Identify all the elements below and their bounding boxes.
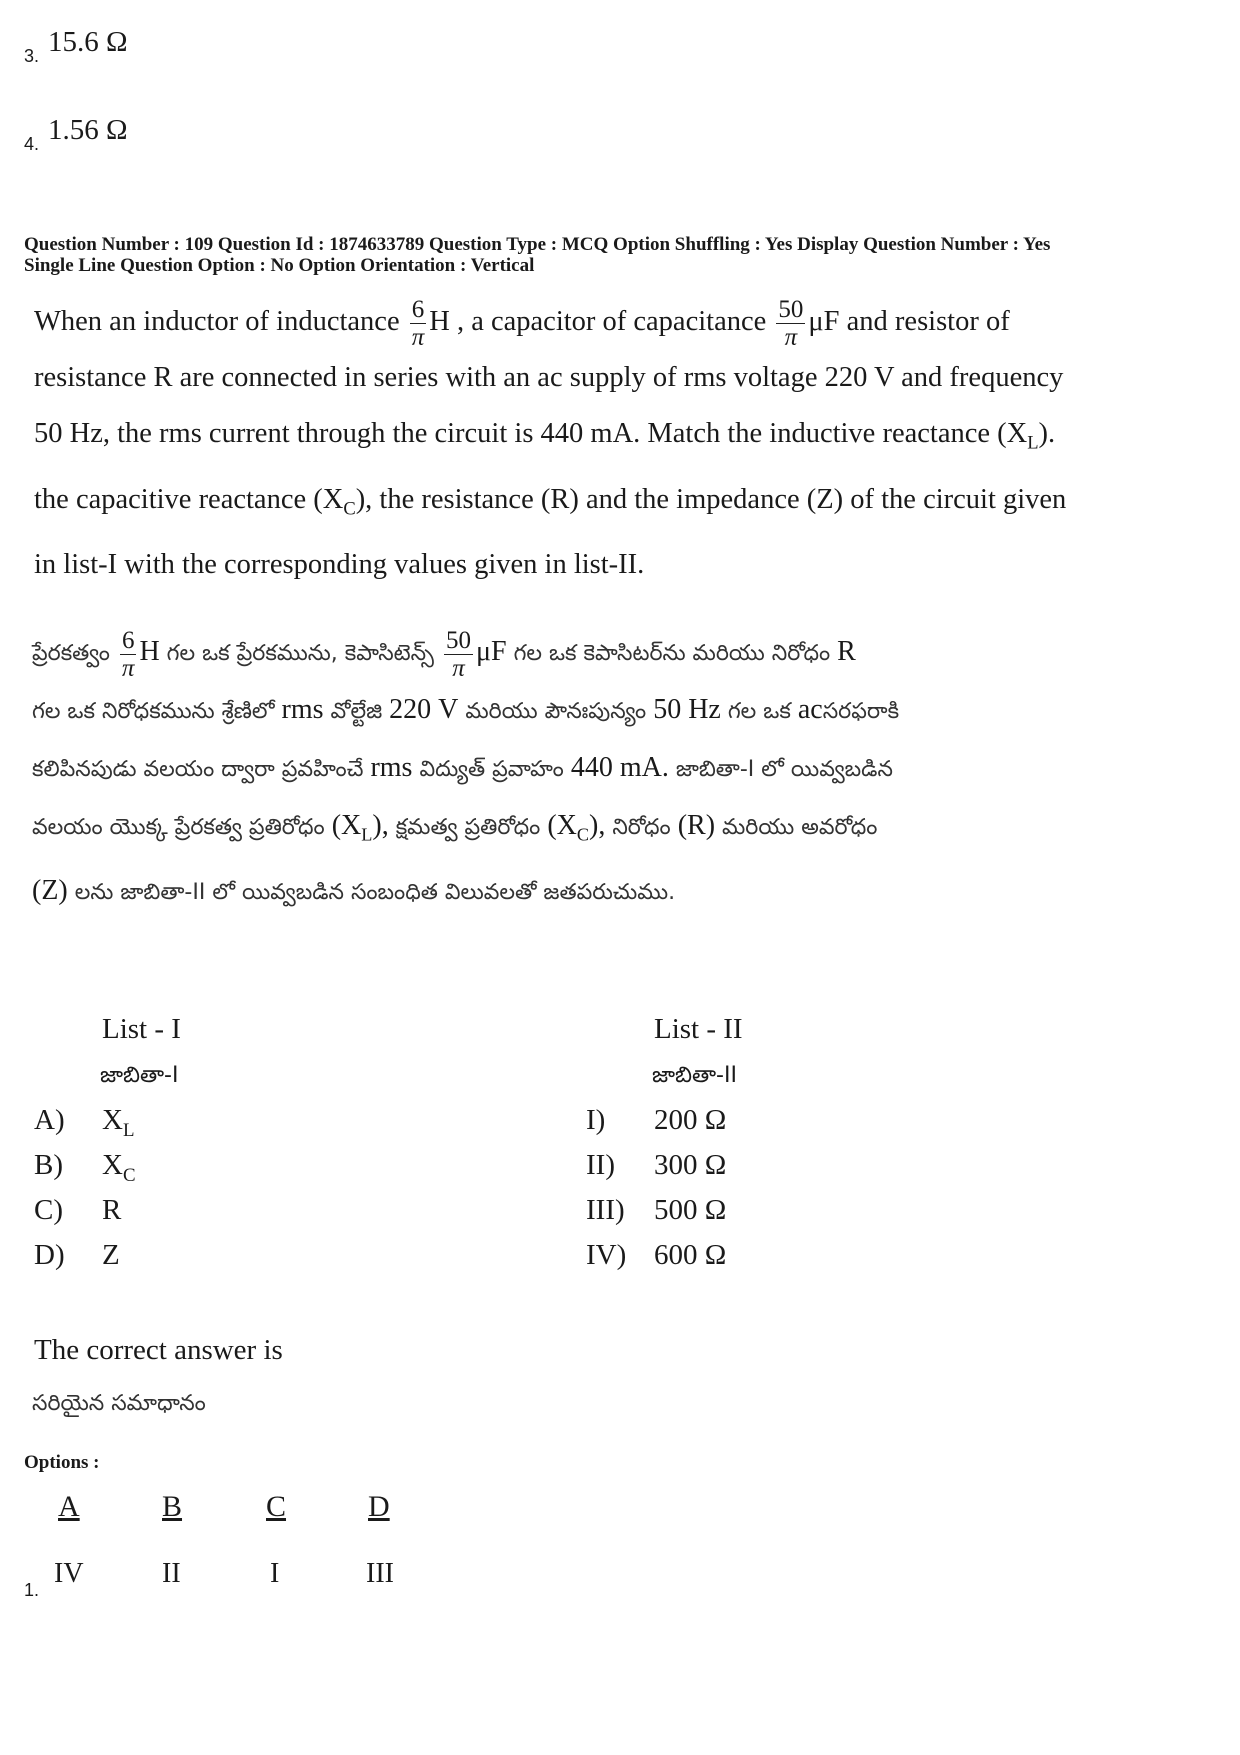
answer-prompt-telugu: సరియైన సమాధానం (32, 1391, 206, 1416)
option-value-b[interactable]: II (162, 1558, 181, 1589)
option-header-d: D (368, 1490, 390, 1523)
fraction-denominator: π (411, 323, 425, 351)
list1-value: Z (102, 1239, 120, 1271)
subscript: L (1027, 432, 1039, 454)
question-fragment: rms (370, 752, 413, 783)
question-fragment: ac (797, 694, 823, 725)
list1-title-telugu: జాబితా-I (100, 1063, 179, 1088)
question-fragment: గల ఒక (727, 699, 791, 724)
list2-value: 600 Ω (654, 1239, 727, 1271)
list2-value: 200 Ω (654, 1104, 727, 1136)
question-fragment: జాబితా-I లో యివ్వబడిన (675, 757, 893, 782)
list1-label: D) (34, 1239, 65, 1271)
question-fragment: (R) (677, 810, 716, 841)
fraction-inductance (120, 628, 137, 681)
list1-label: B) (34, 1149, 63, 1181)
question-fragment: ప్రేరకత్వం (32, 641, 110, 666)
fraction-numerator: 50 (445, 626, 471, 654)
option-number: 1. (24, 1580, 40, 1600)
question-fragment: ), (372, 810, 389, 841)
question-fragment: the capacitive reactance (X (34, 483, 344, 515)
question-fragment: 440 mA. (570, 752, 669, 783)
list1-value-text: X (102, 1149, 123, 1181)
option-number: 3. (24, 46, 40, 66)
fraction-numerator: 6 (411, 295, 425, 323)
list2-label: III) (586, 1194, 625, 1226)
question-fragment: గల ఒక కెపాసిటర్‌ను మరియు నిరోధం (513, 641, 831, 666)
question-fragment: μF (475, 636, 507, 667)
option-value-c[interactable]: I (270, 1558, 280, 1589)
option-value-d[interactable]: III (366, 1558, 394, 1589)
question-text-english (34, 294, 1214, 593)
question-fragment: సరఫరాకి (822, 699, 900, 724)
subscript: C (576, 824, 589, 845)
subscript: C (122, 1164, 136, 1186)
list2-label: IV) (586, 1239, 627, 1271)
fraction-denominator: π (784, 323, 798, 351)
question-fragment: rms (281, 694, 324, 725)
subscript: L (361, 824, 373, 845)
list1-title: List - I (102, 1013, 181, 1045)
question-fragment: లను జాబితా-II లో యివ్వబడిన సంబంధిత విలువలతో జతపరుచుము. (74, 879, 676, 905)
list1-label: C) (34, 1194, 63, 1226)
list1-value (102, 1104, 134, 1142)
list2-label: I) (586, 1104, 606, 1136)
option-number: 4. (24, 134, 40, 154)
list1-value: R (102, 1194, 122, 1226)
fraction-inductance (410, 297, 427, 350)
list1-value (102, 1149, 136, 1187)
question-fragment: 50 Hz (653, 694, 721, 725)
question-fragment: విద్యుత్ ప్రవాహం (419, 757, 564, 782)
option-value[interactable]: 1.56 Ω (48, 114, 128, 146)
question-fragment: వలయం యొక్క ప్రేరకత్వ ప్రతిరోధం (32, 815, 325, 840)
answer-prompt: The correct answer is (34, 1334, 283, 1366)
question-fragment: కలిపినపుడు వలయం ద్వారా ప్రవహించే (32, 757, 364, 782)
question-fragment: (Z) (32, 874, 68, 906)
list1-label: A) (34, 1104, 65, 1136)
question-text-telugu (32, 624, 1222, 921)
question-fragment: గల ఒక ప్రేరకమును, కెపాసిటెన్స్ (166, 641, 434, 666)
question-fragment: μF and resistor of (808, 306, 1010, 337)
question-fragment: (X (331, 810, 362, 841)
fraction-denominator: π (121, 654, 135, 682)
option-value[interactable]: 15.6 Ω (48, 26, 128, 58)
question-fragment: మరియు అవరోధం (722, 815, 878, 840)
question-fragment: H (139, 636, 160, 667)
option-header-a: A (58, 1490, 80, 1523)
options-label: Options : (24, 1452, 100, 1473)
option-value-a[interactable]: IV (54, 1558, 84, 1589)
option-header-c: C (266, 1490, 287, 1523)
question-fragment: (X (547, 810, 577, 841)
fraction-capacitance (444, 628, 473, 681)
fraction-denominator: π (452, 654, 465, 682)
list2-value: 500 Ω (654, 1194, 727, 1226)
question-fragment: ). (1038, 418, 1056, 449)
list1-value-text: X (102, 1104, 123, 1136)
question-fragment: క్షమత్వ ప్రతిరోధం (395, 815, 541, 840)
fraction-capacitance (776, 297, 805, 350)
question-fragment: H , a capacitor of capacitance (429, 306, 767, 337)
question-fragment: R (837, 636, 856, 667)
fraction-numerator: 50 (778, 295, 804, 323)
list2-title-telugu: జాబితా-II (652, 1063, 737, 1088)
question-line: resistance R are connected in series with an ac supply of rms voltage 220 V and frequency (34, 362, 1064, 393)
question-fragment: ), (589, 810, 606, 841)
question-fragment: 220 V (389, 694, 459, 725)
subscript: L (122, 1119, 135, 1141)
question-meta-line1: Question Number : 109 Question Id : 1874633789 Question Type : MCQ Option Shuffling : Yes Display Question Number : Yes (24, 234, 1051, 255)
question-line: in list-I with the corresponding values given in list-II. (34, 549, 645, 581)
question-fragment: 50 Hz, the rms current through the circuit is 440 mA. Match the inductive reactance (X (34, 418, 1028, 449)
question-fragment: మరియు పౌనఃపున్యం (465, 699, 647, 724)
question-fragment: నిరోధం (612, 815, 671, 840)
fraction-numerator: 6 (121, 626, 135, 654)
list2-title: List - II (654, 1013, 743, 1045)
question-fragment: ), the resistance (R) and the impedance (Z) of the circuit given (355, 483, 1067, 515)
question-fragment: వోల్టేజి (330, 699, 383, 724)
list2-value: 300 Ω (654, 1149, 727, 1181)
list2-label: II) (586, 1149, 615, 1181)
question-meta-line2: Single Line Question Option : No Option Orientation : Vertical (24, 255, 535, 276)
subscript: C (343, 498, 356, 520)
question-fragment: When an inductor of inductance (34, 306, 400, 337)
option-header-b: B (162, 1490, 183, 1523)
question-fragment: గల ఒక నిరోధకమును శ్రేణిలో (32, 699, 275, 724)
